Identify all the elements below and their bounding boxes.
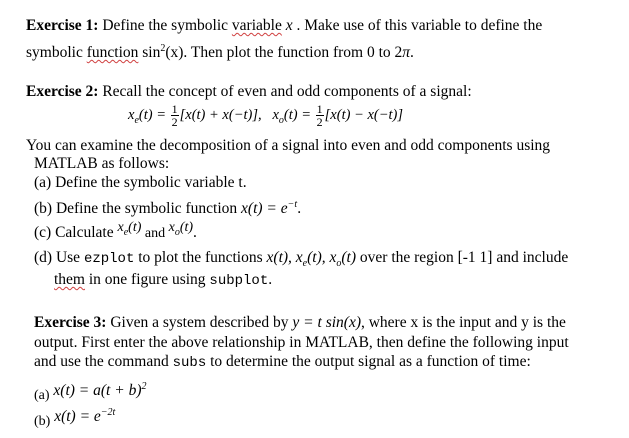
fe-sub: e <box>134 114 139 126</box>
xe-t: (t) <box>128 220 142 235</box>
ex2-item-b <box>34 196 301 218</box>
item-d-funcs <box>266 249 357 270</box>
sin-arg: (x) <box>165 44 184 62</box>
code-ezplot: ezplot <box>83 251 135 267</box>
ex3-line-1 <box>34 314 566 332</box>
ex3-line-3 <box>34 353 531 372</box>
ex2-item-d <box>34 249 568 273</box>
item-c-end: . <box>193 224 197 241</box>
ex3-formula: y = t sin(x) <box>292 314 361 331</box>
word-variable: variable <box>231 17 282 34</box>
ex3-text-2: , where x is the input and y is the <box>360 314 566 331</box>
word-them: them <box>54 271 85 288</box>
var-x: x <box>285 17 293 34</box>
fe-lhs: x <box>128 107 135 123</box>
ex3-text: Given a system described by <box>106 314 293 331</box>
ex3-text-4: to determine the output signal as a function of time: <box>206 353 531 370</box>
item-b-text: (b) Define the symbolic function <box>34 200 242 218</box>
frac-num: 1 <box>171 102 178 117</box>
ex2-item-c <box>34 220 197 248</box>
ex1-period: . <box>410 44 414 62</box>
ex3-item-a-exp: 2 <box>141 381 147 392</box>
item-b-end: . <box>297 200 302 218</box>
func-2: (t), x <box>307 249 337 266</box>
xo-x: x <box>168 220 175 235</box>
item-c-and: and <box>141 226 169 241</box>
ex2-text: Recall the concept of even and odd components of a signal: <box>98 83 472 100</box>
item-b-formula: x(t) = e <box>241 200 288 218</box>
ex3-item-b-formula: x(t) = e <box>54 408 101 426</box>
pi-symbol: π <box>402 44 411 62</box>
fraction-half-2 <box>316 103 324 128</box>
func-3: (t) <box>341 249 357 266</box>
fe-rhs: [x(t) + x(−t)], <box>179 107 262 123</box>
item-c-text: (c) Calculate <box>34 224 118 241</box>
ex1-line-2 <box>26 40 414 62</box>
ex1-label: Exercise 1: <box>26 17 99 34</box>
fo-arg: (t) = <box>283 107 312 123</box>
xo-t: (t) <box>179 220 194 235</box>
ex1-text-2: . Make use of this variable to define the <box>292 17 543 34</box>
even-odd-formulas <box>128 102 403 134</box>
frac-num-2: 1 <box>316 102 323 117</box>
ex3-item-b <box>34 404 116 430</box>
frac-den: 2 <box>171 115 178 130</box>
ex2-item-d-line-2 <box>54 271 272 290</box>
sin-text: sin <box>138 44 161 62</box>
xe-sub: e <box>123 226 129 238</box>
item-d-text: (d) Use <box>34 249 84 266</box>
xo-symbol <box>168 220 194 238</box>
ex1-line-1 <box>26 17 542 35</box>
func-1: x(t), x <box>266 249 303 266</box>
xe-x: x <box>117 220 124 235</box>
code-subplot: subplot <box>209 273 269 289</box>
ex1-text: Define the symbolic <box>98 17 232 34</box>
fraction-half <box>171 103 179 128</box>
xo-sub: o <box>174 226 180 238</box>
ex2-line-3: You can examine the decomposition of a signal into even and odd components using <box>26 137 551 154</box>
ex3-item-a <box>34 378 147 404</box>
item-d-post: over the region [-1 1] and include <box>356 249 569 266</box>
item-d-line2-end: . <box>268 271 273 288</box>
item-d-mid: to plot the functions <box>134 249 267 266</box>
fo-rhs: [x(t) − x(−t)] <box>324 107 404 123</box>
ex1-text-3: symbolic <box>26 44 87 62</box>
func-sub-o: o <box>336 258 342 270</box>
ex1-text-4: . Then plot the function from 0 to 2 <box>183 44 403 62</box>
ex2-line-1 <box>26 83 472 101</box>
code-subs: subs <box>172 355 207 371</box>
frac-den-2: 2 <box>316 115 323 130</box>
ex3-item-b-exp: −2t <box>100 407 116 418</box>
fe-arg: (t) = <box>138 107 166 123</box>
ex3-item-a-label: (a) <box>34 388 50 404</box>
ex3-item-b-label: (b) <box>34 414 51 430</box>
ex3-item-a-formula: x(t) = a(t + b) <box>53 382 142 400</box>
ex2-label: Exercise 2: <box>26 83 99 100</box>
xe-symbol <box>117 220 142 238</box>
ex2-line-4: MATLAB as follows: <box>34 155 170 172</box>
word-function: function <box>86 44 139 62</box>
ex3-line-2: output. First enter the above relationship in MATLAB, then define the following input <box>34 334 569 351</box>
fo-lhs: x <box>272 107 279 123</box>
ex3-label: Exercise 3: <box>34 314 107 331</box>
ex2-item-a: (a) Define the symbolic variable t. <box>34 174 247 191</box>
sin-exponent: 2 <box>160 43 166 54</box>
ex3-text-3: and use the command <box>34 353 173 370</box>
item-b-exp: −t <box>287 199 298 210</box>
func-sub-e: e <box>302 258 308 270</box>
fo-sub: o <box>278 114 284 126</box>
item-d-line2-mid: in one figure using <box>85 271 210 288</box>
